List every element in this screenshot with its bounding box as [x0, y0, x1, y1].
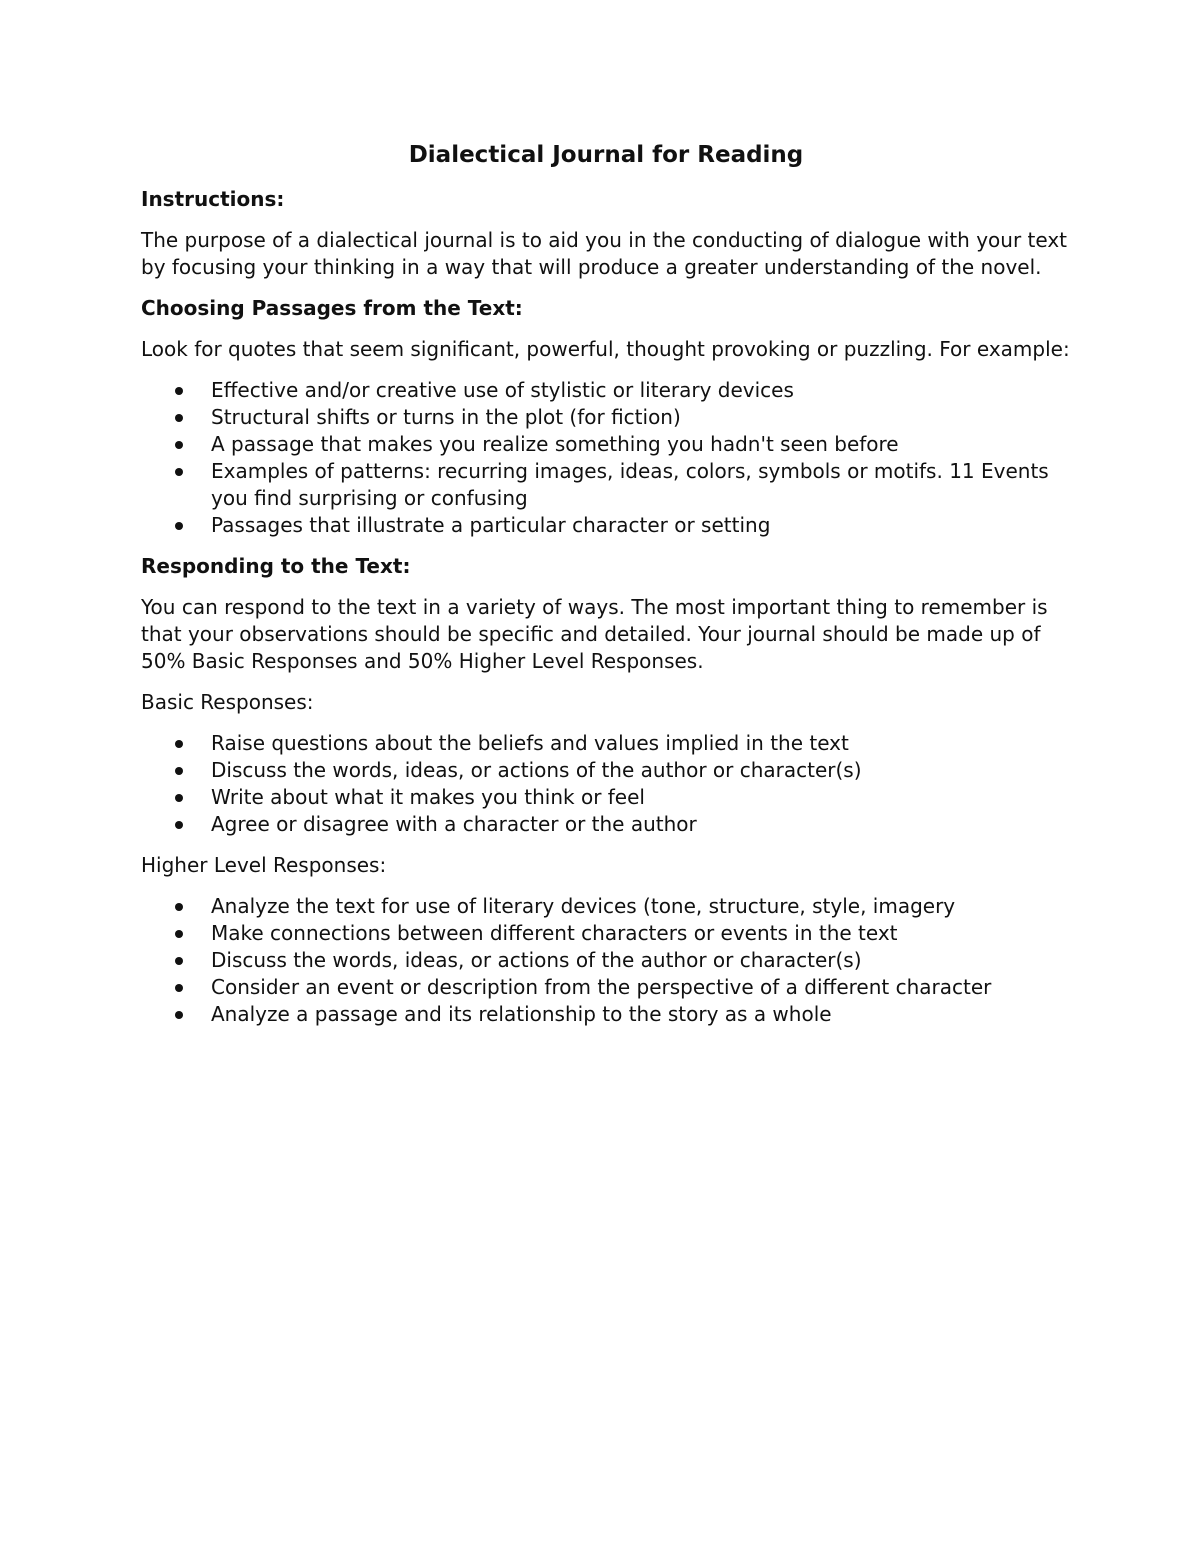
choosing-passages-paragraph: Look for quotes that seem significant, powerful, thought provoking or puzzling. For example:: [141, 337, 1070, 361]
bullet-icon: [175, 522, 183, 530]
instructions-paragraph: The purpose of a dialectical journal is to aid you in the conducting of dialogue with your text by focusing your thinking in a way that will produce a greater understanding of the novel.: [141, 228, 1067, 279]
list-item-text: Discuss the words, ideas, or actions of the author or character(s): [211, 948, 862, 972]
list-item: [141, 458, 1071, 512]
list-item-text: Agree or disagree with a character or the author: [211, 812, 697, 836]
bullet-icon: [175, 767, 183, 775]
basic-responses-label: Basic Responses:: [141, 690, 314, 714]
higher-level-responses-label: Higher Level Responses:: [141, 853, 387, 877]
instructions-heading: Instructions:: [141, 187, 285, 211]
list-item: [141, 1001, 1071, 1028]
bullet-icon: [175, 1011, 183, 1019]
bullet-icon: [175, 794, 183, 802]
responding-paragraph: You can respond to the text in a variety of ways. The most important thing to remember is that your observations should be specific and detailed. Your journal should be made up of 50% Basic Responses and 50% Higher Level Responses.: [141, 595, 1048, 673]
list-item-text: Structural shifts or turns in the plot (for fiction): [211, 405, 681, 429]
list-item: [141, 784, 1071, 811]
basic-responses-list: [141, 730, 1071, 838]
list-item-text: Analyze the text for use of literary devices (tone, structure, style, imagery: [211, 894, 956, 918]
list-item: [141, 811, 1071, 838]
list-item: [141, 377, 1071, 404]
list-item: [141, 757, 1071, 784]
list-item-text: Discuss the words, ideas, or actions of the author or character(s): [211, 758, 862, 782]
list-item-text: Write about what it makes you think or feel: [211, 785, 645, 809]
list-item-text: Raise questions about the beliefs and values implied in the text: [211, 731, 849, 755]
choosing-passages-heading: Choosing Passages from the Text:: [141, 296, 523, 320]
list-item-text: Passages that illustrate a particular character or setting: [211, 513, 771, 537]
list-item-text: Analyze a passage and its relationship to the story as a whole: [211, 1002, 832, 1026]
bullet-icon: [175, 468, 183, 476]
higher-level-responses-list: [141, 893, 1071, 1028]
list-item: [141, 431, 1071, 458]
list-item: [141, 893, 1071, 920]
bullet-icon: [175, 387, 183, 395]
list-item: [141, 730, 1071, 757]
list-item: [141, 920, 1071, 947]
list-item-text: Make connections between different characters or events in the text: [211, 921, 898, 945]
choosing-passages-list: [141, 377, 1071, 539]
bullet-icon: [175, 984, 183, 992]
list-item-text: Consider an event or description from the perspective of a different character: [211, 975, 992, 999]
bullet-icon: [175, 957, 183, 965]
page-title: Dialectical Journal for Reading: [408, 142, 804, 168]
document-page: [141, 138, 1071, 1042]
list-item: [141, 974, 1071, 1001]
list-item: [141, 947, 1071, 974]
responding-heading: Responding to the Text:: [141, 554, 411, 578]
list-item-text: A passage that makes you realize something you hadn't seen before: [211, 432, 899, 456]
bullet-icon: [175, 930, 183, 938]
bullet-icon: [175, 441, 183, 449]
bullet-icon: [175, 414, 183, 422]
list-item: [141, 512, 1071, 539]
list-item-text: Examples of patterns: recurring images, ideas, colors, symbols or motifs. 11 Events you find surprising or confusing: [211, 459, 1049, 510]
bullet-icon: [175, 740, 183, 748]
list-item-text: Effective and/or creative use of stylistic or literary devices: [211, 378, 794, 402]
bullet-icon: [175, 821, 183, 829]
bullet-icon: [175, 903, 183, 911]
list-item: [141, 404, 1071, 431]
